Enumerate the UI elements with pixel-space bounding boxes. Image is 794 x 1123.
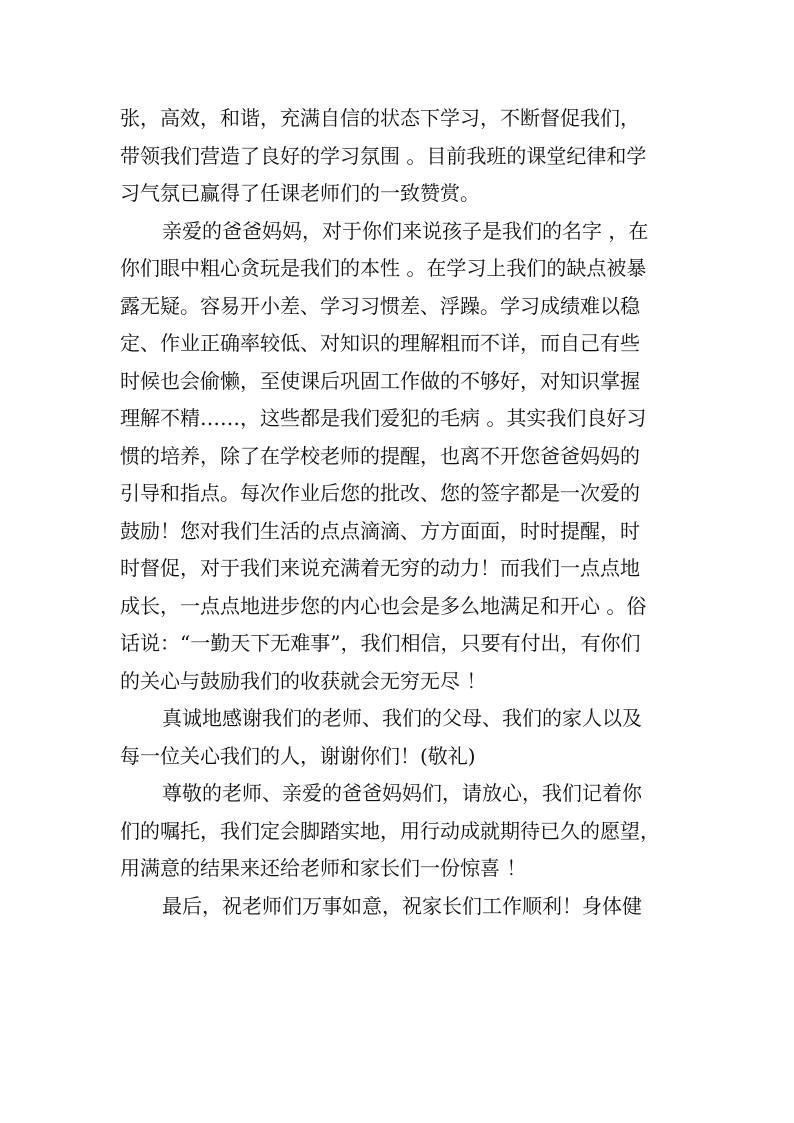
text-line-12: 鼓励！您对我们生活的点点滴滴、方方面面，时时提醒，时 <box>120 518 640 543</box>
text-line-2: 带领我们营造了良好的学习氛围 。目前我班的课堂纪律和学 <box>120 143 647 168</box>
text-line-18: 每一位关心我们的人，谢谢你们！(敬礼) <box>120 743 476 768</box>
text-line-10: 惯的培养，除了在学校老师的提醒，也离不开您爸爸妈妈的 <box>120 443 640 468</box>
text-line-17: 真诚地感谢我们的老师、我们的父母、我们的家人以及 <box>162 706 642 730</box>
text-line-20: 们的嘱托，我们定会脚踏实地，用行动成就期待已久的愿望， <box>120 818 660 843</box>
text-line-6: 露无疑。容易开小差、学习习惯差、浮躁。学习成绩难以稳 <box>120 293 640 318</box>
body-text <box>120 100 680 925</box>
text-line-13: 时督促，对于我们来说充满着无穷的动力！而我们一点点地 <box>120 556 640 580</box>
text-line-22: 最后，祝老师们万事如意，祝家长们工作顺利！身体健 <box>162 893 642 918</box>
text-line-5: 你们眼中粗心贪玩是我们的本性 。在学习上我们的缺点被暴 <box>120 256 647 280</box>
text-line-14: 成长，一点点地进步您的内心也会是多么地满足和开心 。俗 <box>120 593 647 618</box>
text-line-19: 尊敬的老师、亲爱的爸爸妈妈们，请放心，我们记着你 <box>162 781 642 805</box>
text-line-1: 张，高效，和谐，充满自信的状态下学习，不断督促我们， <box>120 106 640 130</box>
text-line-4: 亲爱的爸爸妈妈，对于你们来说孩子是我们的名字 ，在 <box>162 218 649 243</box>
text-line-21: 用满意的结果来还给老师和家长们一份惊喜 ！ <box>120 856 527 880</box>
text-line-11: 引导和指点。每次作业后您的批改、您的签字都是一次爱的 <box>120 481 640 505</box>
text-line-3: 习气氛已赢得了任课老师们的一致赞赏。 <box>120 181 480 205</box>
text-line-8: 时候也会偷懒，至使课后巩固工作做的不够好，对知识掌握 <box>120 368 640 393</box>
text-line-16: 的关心与鼓励我们的收获就会无穷无尽 ！ <box>120 668 487 693</box>
text-line-15: 话说：“一勤天下无难事”，我们相信，只要有付出，有你们 <box>120 631 641 655</box>
text-line-7: 定、作业正确率较低、对知识的理解粗而不详，而自己有些 <box>120 331 640 355</box>
text-line-9: 理解不精……，这些都是我们爱犯的毛病 。其实我们良好习 <box>120 406 647 430</box>
